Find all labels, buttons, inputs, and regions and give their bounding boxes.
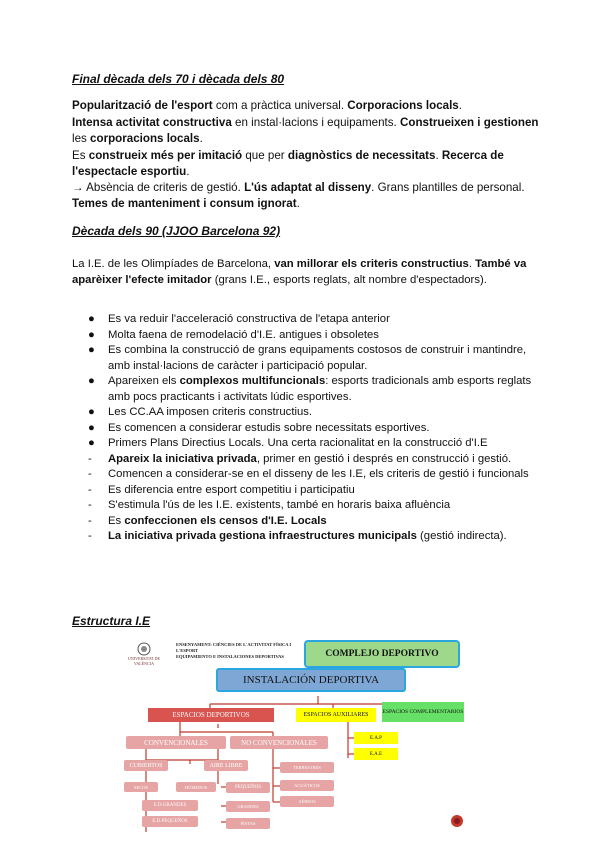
paragraph-imitacio: Es construeix més per imitació que per diagnòstics de necessitats. Recerca de l'espectacle esportiu. <box>72 149 504 178</box>
complejo-box: COMPLEJO DEPORTIVO <box>304 640 460 668</box>
list-item: ● Molta faena de remodelació d'I.E. antigues i obsoletes <box>88 328 379 341</box>
grandes-box: GRANDES <box>226 801 270 812</box>
seal-icon <box>137 642 151 656</box>
list-item: ● Es comencen a considerar estudis sobre necessitats esportives. <box>88 421 430 434</box>
list-item: ● Es va reduir l'acceleració constructiva de l'etapa anterior <box>88 313 390 325</box>
pequenos-box: PEQUEÑOS <box>226 782 270 793</box>
terrestres-box: TERRESTRES <box>280 762 334 773</box>
eae-box: E.A.E <box>354 748 398 760</box>
instalacion-box: INSTALACIÓN DEPORTIVA <box>216 668 406 692</box>
humedos-box: HÚMEDOS <box>176 782 216 792</box>
course-title: ENSENYAMENT: CIÈNCIES DE L'ACTIVITAT FÍSICA I L'ESPORT EQUIPAMIENTO E INSTALACIONES DEPORTIVAS <box>176 642 292 659</box>
section-heading-90s: Dècada dels 90 (JJOO Barcelona 92) <box>72 224 281 238</box>
list-item: - La iniciativa privada gestiona infraestructures municipals (gestió indirecta). <box>88 530 507 542</box>
list-item: - S'estimula l'ús de les I.E. existents, també en horaris baixa afluència <box>88 499 451 511</box>
paragraph-popularitzacio: Popularització de l'esport com a pràctica universal. Corporacions locals. <box>72 99 462 112</box>
list-item: ● Es combina la construcció de grans equipaments costosos de construir i mantindre, amb instal·lacions de caràcter i participació popular. <box>88 344 527 372</box>
paragraph-olimpiades: La I.E. de les Olimpíades de Barcelona, van millorar els criteris constructius. També va aparèixer l'efecte imitador (grans I.E., esports reglats, alt nombre d'espectadors). <box>72 258 527 286</box>
eap-box: E.A.P <box>354 732 398 744</box>
list-item: ● Les CC.AA imposen criteris constructius. <box>88 406 313 418</box>
secos-box: SECOS <box>124 782 158 792</box>
espacios-deportivos-box: ESPACIOS DEPORTIVOS <box>148 708 274 722</box>
convencionales-box: CONVENCIONALES <box>126 736 226 749</box>
list-item: - Es diferencia entre esport competitiu i participatiu <box>88 483 355 496</box>
aire-libre-box: AIRE LIBRE <box>204 760 248 771</box>
structure-diagram <box>118 636 478 836</box>
list-item: - Comencen a considerar-se en el disseny de les I.E, els criteris de gestió i funcionals <box>88 468 529 480</box>
list-item: ● Primers Plans Directius Locals. Una certa racionalitat en la construcció d'I.E <box>88 437 488 449</box>
section-heading-80s: Final dècada dels 70 i dècada dels 80 <box>72 72 285 86</box>
list-item: - Es confeccionen els censos d'I.E. Locals <box>88 514 327 527</box>
bullet-list <box>72 312 542 545</box>
list-item: - Apareix la iniciativa privada, primer en gestió i després en construcció i gestió. <box>88 452 512 465</box>
aereos-box: AÉREOS <box>280 796 334 807</box>
list-item: ● Apareixen els complexos multifuncionals: esports tradicionals amb esports reglats amb pocs practicants i activitats lúdic esportives. <box>88 375 532 403</box>
record-icon <box>450 814 464 828</box>
pistas-box: PISTAS <box>226 818 270 829</box>
espacios-auxiliares-box: ESPACIOS AUXILIARES <box>296 708 376 722</box>
university-logo: UNIVERSITAT DE VALÈNCIA <box>118 640 170 668</box>
cubiertos-box: CUBIERTOS <box>124 760 168 771</box>
acuaticos-box: ACUÁTICOS <box>280 780 334 791</box>
paragraph-activitat-constructiva: Intensa activitat constructiva en instal·lacions i equipaments. Construeixen i gestionen les corporacions locals. <box>72 116 539 145</box>
no-convencionales-box: NO CONVENCIONALES <box>230 736 328 749</box>
espacios-complementarios-box: ESPACIOS COMPLEMENTARIOS <box>382 702 464 722</box>
section-heading-estructura: Estructura I.E <box>72 614 151 628</box>
ed-pequenos-box: E.D.PEQUEÑOS <box>142 816 198 827</box>
ed-grandes-box: E.D.GRANDES <box>142 800 198 811</box>
paragraph-absencia: → Absència de criteris de gestió. L'ús adaptat al disseny. Grans plantilles de personal. Temes de manteniment i consum ignorat. <box>72 181 525 210</box>
